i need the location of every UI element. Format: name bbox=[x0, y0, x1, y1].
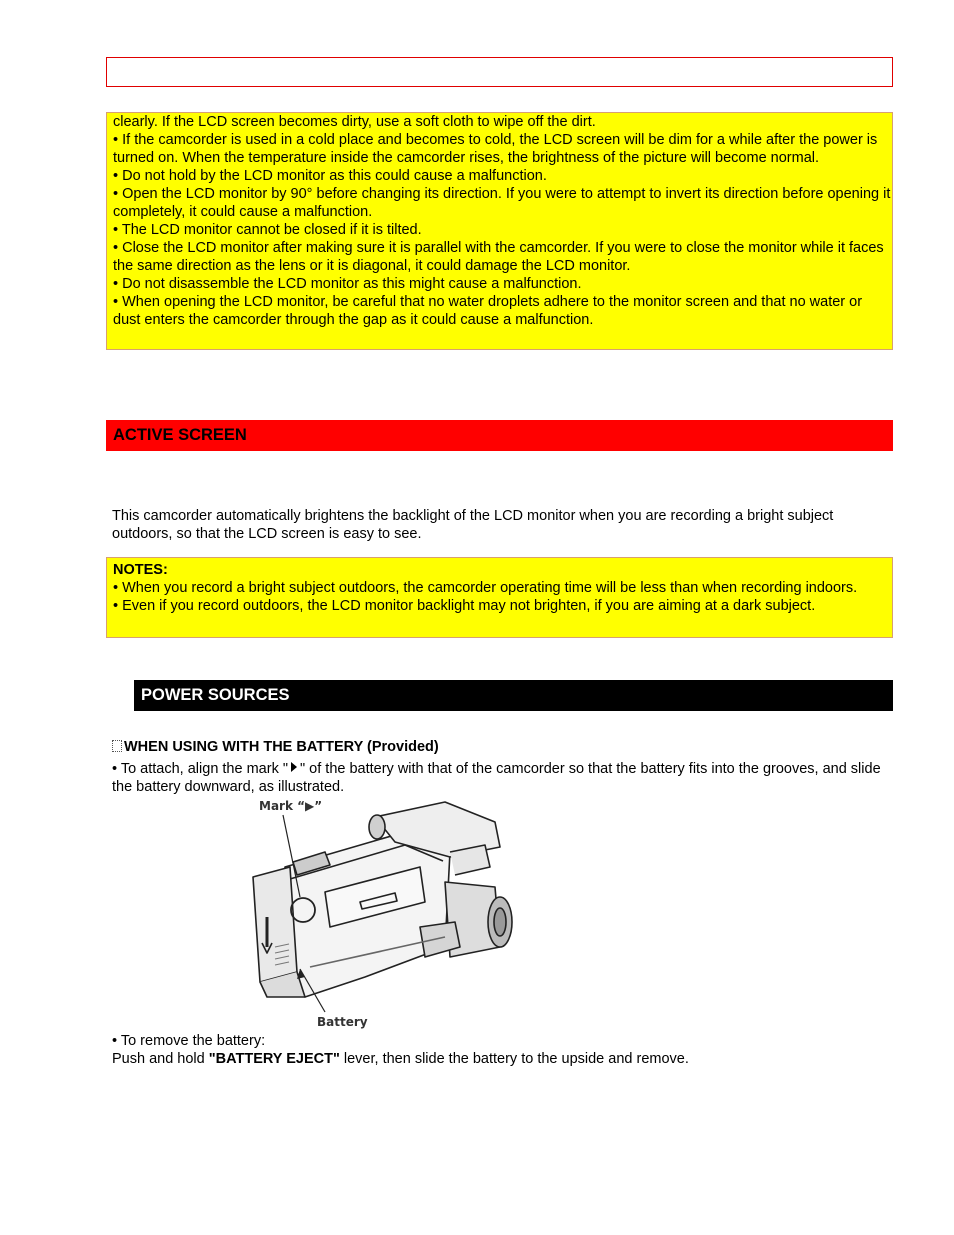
mark-label: Mark “▶” bbox=[259, 799, 323, 813]
note-line: • When you record a bright subject outdoors, the camcorder operating time will be less than when recording indoors. bbox=[113, 580, 858, 596]
battery-subheading bbox=[112, 739, 439, 755]
remove-instructions bbox=[112, 1032, 887, 1068]
active-screen-notes-box bbox=[106, 557, 893, 638]
caution-line: • If the camcorder is used in a cold place and becomes to cold, the LCD screen will be dim for a while after the power is turned on. When the temperature inside the camcorder rises, the brightness of the picture will become normal. bbox=[113, 132, 878, 166]
battery-eject-label: "BATTERY EJECT" bbox=[208, 1051, 340, 1067]
page-header-box bbox=[106, 57, 893, 87]
attach-instructions bbox=[112, 760, 887, 796]
active-screen-heading-bar bbox=[106, 420, 893, 451]
remove-line: • To remove the battery: bbox=[112, 1033, 266, 1049]
remove-prefix: Push and hold bbox=[112, 1051, 209, 1067]
notes-title: NOTES: bbox=[113, 562, 168, 578]
battery-subheading-text: WHEN USING WITH THE BATTERY (Provided) bbox=[124, 739, 439, 755]
attach-prefix: • To attach, align the mark " bbox=[112, 761, 288, 777]
caution-line: • Close the LCD monitor after making sure it is parallel with the camcorder. If you were to close the monitor while it faces the same direction as the lens or it is diagonal, it could damage the LCD monitor. bbox=[113, 240, 884, 274]
caution-line: • Do not disassemble the LCD monitor as this might cause a malfunction. bbox=[113, 276, 582, 292]
caution-line: • When opening the LCD monitor, be careful that no water droplets adhere to the monitor screen and that no water or dust enters the camcorder through the gap as it could cause a malfunction. bbox=[113, 294, 863, 328]
active-screen-heading: ACTIVE SCREEN bbox=[113, 426, 247, 444]
bullet-square-icon bbox=[112, 740, 122, 752]
remove-suffix: lever, then slide the battery to the upside and remove. bbox=[339, 1051, 689, 1067]
lcd-cautions-box bbox=[106, 112, 893, 350]
caution-line: • Open the LCD monitor by 90° before changing its direction. If you were to attempt to invert its direction before opening it completely, it could cause a malfunction. bbox=[113, 186, 891, 220]
attach-suffix: " of the battery with that of the camcorder so that the battery fits into the grooves, and slide the battery downward, as illustrated. bbox=[112, 761, 881, 795]
note-line: • Even if you record outdoors, the LCD monitor backlight may not brighten, if you are aiming at a dark subject. bbox=[113, 598, 816, 614]
caution-line: clearly. If the LCD screen becomes dirty, use a soft cloth to wipe off the dirt. bbox=[113, 114, 596, 130]
power-sources-heading: POWER SOURCES bbox=[141, 686, 290, 704]
remove-detail bbox=[112, 1050, 887, 1068]
power-sources-heading-bar bbox=[134, 680, 893, 711]
mark-triangle-icon bbox=[291, 762, 297, 772]
battery-label: Battery bbox=[317, 1015, 368, 1029]
camcorder-battery-illustration bbox=[245, 797, 545, 1032]
caution-line: • Do not hold by the LCD monitor as this could cause a malfunction. bbox=[113, 168, 547, 184]
active-screen-description: This camcorder automatically brightens the backlight of the LCD monitor when you are recording a bright subject outdoors, so that the LCD screen is easy to see. bbox=[112, 508, 834, 542]
caution-line: • The LCD monitor cannot be closed if it is tilted. bbox=[113, 222, 422, 238]
